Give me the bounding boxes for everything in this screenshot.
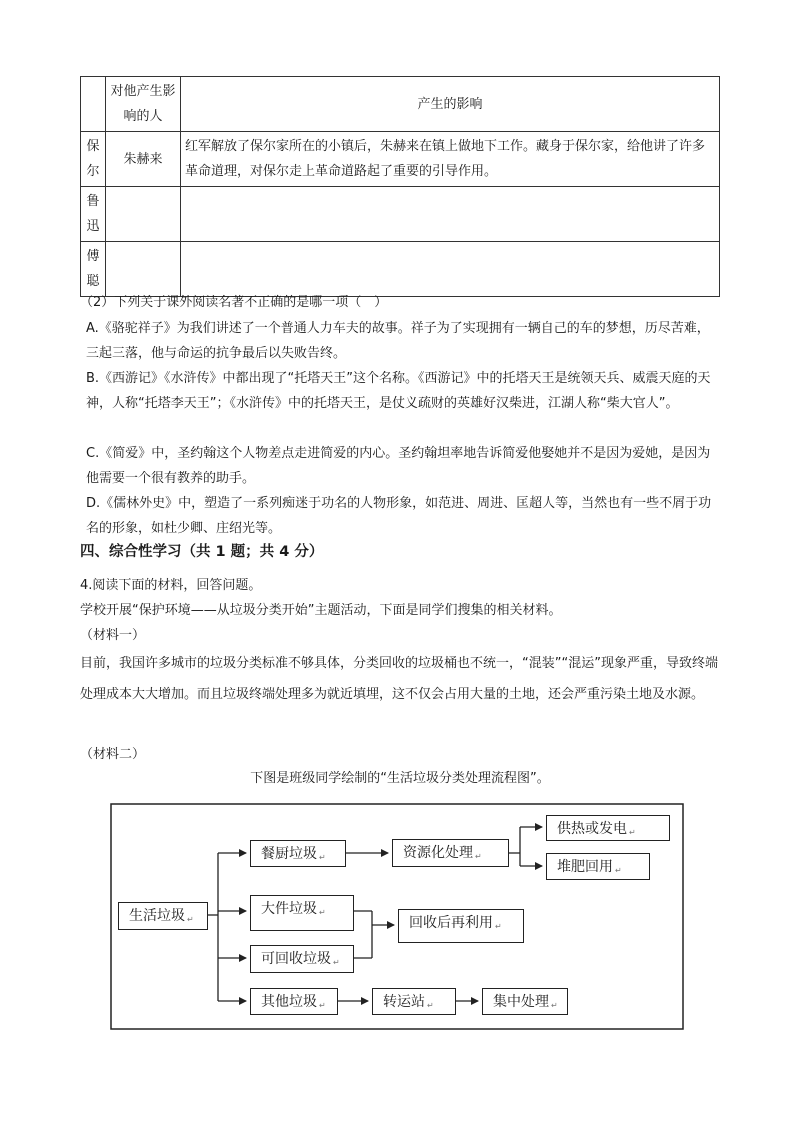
node-label: 资源化处理 [403,845,473,861]
node-resource-processing [392,839,509,867]
table-header-influence: 产生的影响 [181,77,720,132]
node-heat-power [546,815,670,841]
table-row [81,242,720,297]
return-mark: ↵ [333,958,340,967]
node-household-garbage [118,902,208,930]
node-kitchen-waste [250,840,346,867]
table-row [81,187,720,242]
material-1-label: （材料一） [80,628,146,643]
return-mark: ↵ [187,915,194,924]
influence-table [80,76,720,297]
table-cell-influence [181,187,720,242]
node-central-processing [482,988,568,1015]
return-mark: ↵ [427,1001,434,1010]
return-mark: ↵ [551,1001,558,1010]
node-label: 可回收垃圾 [261,951,331,967]
table-cell-person [106,242,181,297]
table-header-row [81,77,720,132]
node-transfer-station [372,988,456,1015]
node-label: 回收后再利用 [409,915,493,931]
return-mark: ↵ [319,853,326,862]
option-b: B.《西游记》《水浒传》中都出现了“托塔天王”这个名称。《西游记》中的托塔天王是统领天兵、威震天庭的天神，人称“托塔李天王”；《水浒传》中的托塔天王，是仗义疏财的英雄好汉柴进，江湖人称“柴大官人”。 [86,371,711,411]
node-label: 生活垃圾 [129,908,185,924]
return-mark: ↵ [475,852,482,861]
option-c: C.《简爱》中，圣约翰这个人物差点走进简爱的内心。圣约翰坦率地告诉简爱他娶她并不是因为爱她，是因为他需要一个很有教养的助手。 [86,446,711,486]
return-mark: ↵ [629,828,636,837]
node-recycle-reuse [398,909,524,943]
return-mark: ↵ [319,1001,326,1010]
flowchart-caption: 下图是班级同学绘制的“生活垃圾分类处理流程图”。 [250,771,550,786]
table-cell-name: 傅聪 [81,242,106,297]
table-row [81,132,720,187]
option-d: D.《儒林外史》中，塑造了一系列痴迷于功名的人物形象，如范进、周进、匡超人等，当然也有一些不屑于功名的形象，如杜少卿、庄绍光等。 [86,496,712,536]
table-cell-name: 保尔 [81,132,106,187]
material-1-text: 目前，我国许多城市的垃圾分类标准不够具体，分类回收的垃圾桶也不统一，“混装”“混运”现象严重，导致终端处理成本大大增加。而且垃圾终端处理多为就近填埋，这不仅会占用大量的土地，还会严重污染土地及水源。 [80,656,718,702]
table-header-cell-empty [81,77,106,132]
table-cell-influence: 红军解放了保尔家所在的小镇后，朱赫来在镇上做地下工作。藏身于保尔家，给他讲了许多革命道理，对保尔走上革命道路起了重要的引导作用。 [181,132,720,187]
node-label: 餐厨垃圾 [261,846,317,862]
node-recyclables [250,945,354,973]
table-cell-person: 朱赫来 [106,132,181,187]
question-2-stem: （2）下列关于课外阅读名著不正确的是哪一项（ ） [80,295,388,310]
question-4-stem: 4.阅读下面的材料，回答问题。 [80,578,262,593]
table-cell-name: 鲁迅 [81,187,106,242]
table-cell-influence [181,242,720,297]
node-label: 转运站 [383,994,425,1010]
activity-intro: 学校开展“保护环境——从垃圾分类开始”主题活动，下面是同学们搜集的相关材料。 [80,603,562,618]
return-mark: ↵ [319,908,326,917]
table-cell-person [106,187,181,242]
garbage-flowchart [110,803,684,1030]
return-mark: ↵ [615,866,622,875]
material-2-label: （材料二） [80,747,146,762]
table-header-person: 对他产生影响的人 [106,77,181,132]
section-heading: 四、综合性学习（共 1 题；共 4 分） [80,544,324,560]
node-label: 堆肥回用 [557,859,613,875]
return-mark: ↵ [495,922,502,931]
node-label: 集中处理 [493,994,549,1010]
node-label: 大件垃圾 [261,901,317,917]
option-a: A.《骆驼祥子》为我们讲述了一个普通人力车夫的故事。祥子为了实现拥有一辆自己的车的梦想，历尽苦难，三起三落，他与命运的抗争最后以失败告终。 [86,321,710,361]
node-bulky-waste [250,895,354,931]
node-label: 供热或发电 [557,821,627,837]
node-compost [546,853,650,880]
node-label: 其他垃圾 [261,994,317,1010]
node-other-waste [250,988,338,1015]
